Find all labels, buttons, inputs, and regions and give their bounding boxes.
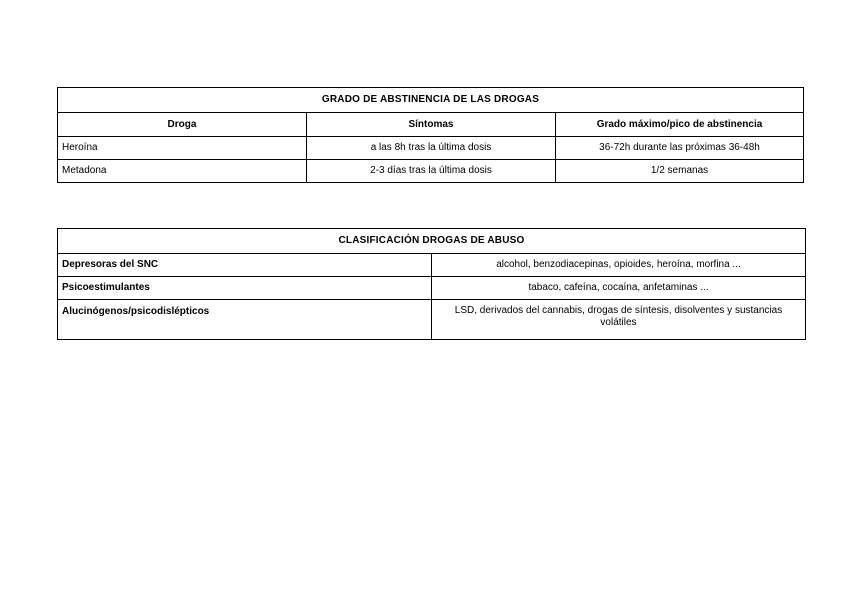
table-cell: 1/2 semanas <box>556 160 804 183</box>
table-title-row <box>58 88 804 113</box>
table-cell: a las 8h tras la última dosis <box>307 137 556 160</box>
table-row <box>58 277 806 300</box>
table-cell: Heroína <box>58 137 307 160</box>
category-cell: Psicoestimulantes <box>58 277 432 300</box>
table-cell: 2-3 días tras la última dosis <box>307 160 556 183</box>
column-header-sintomas: Síntomas <box>307 113 556 137</box>
classification-table-title: CLASIFICACIÓN DROGAS DE ABUSO <box>58 229 806 254</box>
table-title-row <box>58 229 806 254</box>
table-row <box>58 160 804 183</box>
table-header-row <box>58 113 804 137</box>
column-header-grado-maximo: Grado máximo/pico de abstinencia <box>556 113 804 137</box>
withdrawal-table-title: GRADO DE ABSTINENCIA DE LAS DROGAS <box>58 88 804 113</box>
table-cell: Metadona <box>58 160 307 183</box>
classification-table <box>57 228 806 340</box>
table-cell: 36-72h durante las próximas 36-48h <box>556 137 804 160</box>
category-cell: Alucinógenos/psicodislépticos <box>58 300 432 340</box>
table-row <box>58 300 806 340</box>
withdrawal-table <box>57 87 804 183</box>
category-cell: Depresoras del SNC <box>58 254 432 277</box>
examples-cell: tabaco, cafeína, cocaína, anfetaminas ... <box>432 277 806 300</box>
examples-cell: LSD, derivados del cannabis, drogas de síntesis, disolventes y sustancias volátiles <box>432 300 806 340</box>
examples-cell: alcohol, benzodiacepinas, opioides, heroína, morfina ... <box>432 254 806 277</box>
table-row <box>58 254 806 277</box>
table-row <box>58 137 804 160</box>
column-header-droga: Droga <box>58 113 307 137</box>
